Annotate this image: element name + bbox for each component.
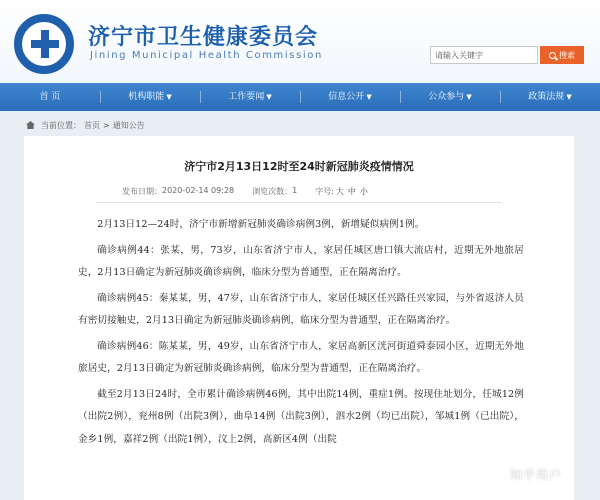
breadcrumb-current-link[interactable]: 通知公告 [112, 120, 145, 130]
font-size-medium-link[interactable]: 中 [347, 187, 356, 196]
site-title: 济宁市卫生健康委员会 [88, 24, 319, 50]
site-subtitle: Jining Municipal Health Commission [90, 50, 323, 61]
publish-date: 2020-02-14 09:28 [162, 186, 235, 195]
emblem-logo[interactable] [14, 14, 74, 74]
nav-item-functions[interactable] [100, 83, 200, 111]
home-icon [26, 121, 35, 129]
article-title: 济宁市2月13日12时至24时新冠肺炎疫情情况 [184, 160, 414, 173]
article-meta [122, 186, 370, 197]
chevron-down-icon: ▼ [266, 93, 272, 101]
article-body [78, 214, 524, 454]
search-icon [549, 52, 556, 59]
nav-item-label: 信息公开 [328, 92, 365, 102]
publish-date-label: 发布日期： [122, 187, 162, 196]
chevron-down-icon: ▼ [566, 93, 572, 101]
breadcrumb [26, 117, 145, 133]
views-label: 浏览次数： [252, 187, 293, 196]
search-input[interactable] [430, 46, 538, 64]
article-paragraph: 确诊病例46：陈某某，男，49岁，山东省济宁市人，家居高新区洸河街道舜泰园小区，近期无外地旅居史，2月13日确定为新冠肺炎确诊病例，临床分型为普通型，正在隔离治疗。 [78, 340, 524, 375]
cross-icon-horizontal [31, 40, 59, 48]
nav-item-info-disclosure[interactable] [300, 83, 400, 111]
views-count: 1 [292, 186, 298, 195]
nav-item-label: 公众参与 [428, 92, 465, 102]
search-button[interactable] [540, 46, 584, 64]
chevron-down-icon: ▼ [166, 93, 172, 101]
site-header [0, 0, 600, 83]
article-paragraph: 确诊病例44：张某，男，73岁，山东省济宁市人，家居任城区唐口镇大流店村，近期无外地旅居史，2月13日确定为新冠肺炎确诊病例，临床分型为普通型，正在隔离治疗。 [78, 244, 524, 279]
main-nav [0, 83, 600, 111]
breadcrumb-separator: > [103, 120, 110, 130]
search-button-label: 搜索 [559, 50, 575, 60]
zhihu-watermark: 知乎用户 [510, 468, 563, 482]
chevron-down-icon: ▼ [466, 93, 472, 101]
chevron-down-icon: ▼ [366, 93, 372, 101]
nav-item-label: 政策法规 [528, 92, 565, 102]
emblem-inner [21, 21, 67, 67]
nav-item-label: 机构职能 [128, 92, 165, 102]
article-paragraph: 确诊病例45：秦某某，男，47岁，山东省济宁市人，家居任城区任兴路任兴家园，与外省返济人员有密切接触史，2月13日确定为新冠肺炎确诊病例，临床分型为普通型，正在隔离治疗。 [78, 292, 524, 327]
breadcrumb-prefix: 当前位置： [41, 120, 81, 130]
nav-item-news[interactable] [200, 83, 300, 111]
article-paragraph: 截至2月13日24时，全市累计确诊病例46例，其中出院14例，重症1例。按现住址划分，任城12例（出院2例），兖州8例（出院3例），曲阜14例（出院3例），泗水2例（均已出院），邹城1例（已出院），金乡1例，嘉祥2例（出院1例），汶上2例，高新区4例（出院 [78, 389, 524, 445]
article-paragraph: 2月13日12—24时，济宁市新增新冠肺炎确诊病例3例，新增疑似病例1例。 [97, 219, 425, 230]
nav-item-label: 工作要闻 [228, 92, 265, 102]
nav-item-policies[interactable] [500, 83, 600, 111]
nav-item-home[interactable] [0, 83, 100, 111]
nav-item-label: 首 页 [39, 92, 61, 102]
font-size-large-link[interactable]: 大 [335, 187, 344, 196]
article-panel [24, 136, 574, 500]
title-divider [96, 202, 502, 203]
font-size-label: 字号: [315, 187, 334, 196]
nav-item-public-participation[interactable] [400, 83, 500, 111]
font-size-small-link[interactable]: 小 [359, 187, 368, 196]
breadcrumb-home-link[interactable]: 首页 [84, 120, 100, 130]
